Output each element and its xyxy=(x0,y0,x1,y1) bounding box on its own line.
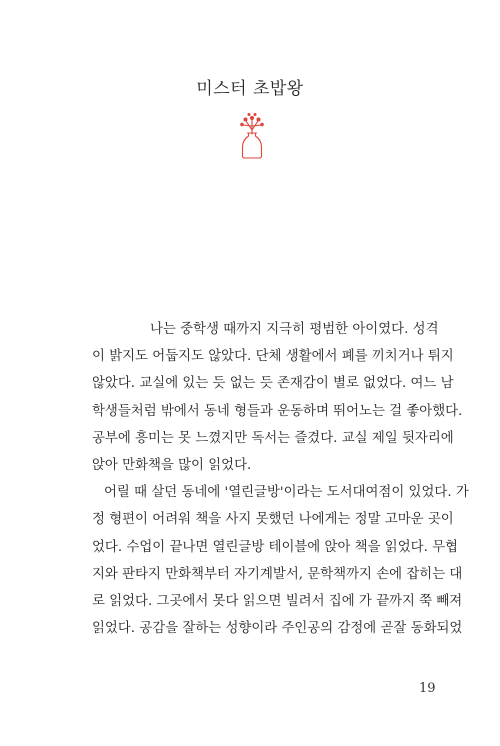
paragraph xyxy=(92,316,463,479)
body-text xyxy=(92,316,469,642)
page-number: 19 xyxy=(419,681,436,696)
text-line: 앉아 만화책을 많이 읽었다. xyxy=(92,457,252,473)
text-line: 학생들처럼 밖에서 동네 형들과 운동하며 뛰어노는 걸 좋아했다. xyxy=(92,403,463,419)
flower-vase-icon xyxy=(238,108,266,160)
text-line: 나는 중학생 때까지 지극히 평범한 아이였다. 성격 xyxy=(150,322,439,337)
text-line: 읽었다. 공감을 잘하는 성향이라 주인공의 감정에 곧잘 동화되었 xyxy=(92,621,463,637)
paragraph xyxy=(92,479,469,642)
text-line: 었다. 수업이 끝나면 열린글방 테이블에 앉아 책을 읽었다. 무협 xyxy=(92,539,458,555)
text-line: 이 밝지도 어둡지도 않았다. 단체 생활에서 폐를 끼치거나 튀지 xyxy=(92,349,454,365)
text-line: 어릴 때 살던 동네에 '열린글방'이라는 도서대여점이 있었다. 가 xyxy=(104,485,469,501)
text-line: 로 읽었다. 그곳에서 못다 읽으면 빌려서 집에 가 끝까지 쭉 빼져 xyxy=(92,593,463,609)
text-line: 않았다. 교실에 있는 듯 없는 듯 존재감이 별로 없었다. 여느 남 xyxy=(92,376,454,392)
text-line: 공부에 흥미는 못 느꼈지만 독서는 즐겼다. 교실 제일 뒷자리에 xyxy=(92,430,454,446)
chapter-title: 미스터 초밥왕 xyxy=(196,79,304,99)
text-line: 정 형편이 어려워 책을 사지 못했던 나에게는 정말 고마운 곳이 xyxy=(92,512,454,528)
text-line: 지와 판타지 만화책부터 자기계발서, 문학책까지 손에 잡히는 대 xyxy=(92,566,463,582)
